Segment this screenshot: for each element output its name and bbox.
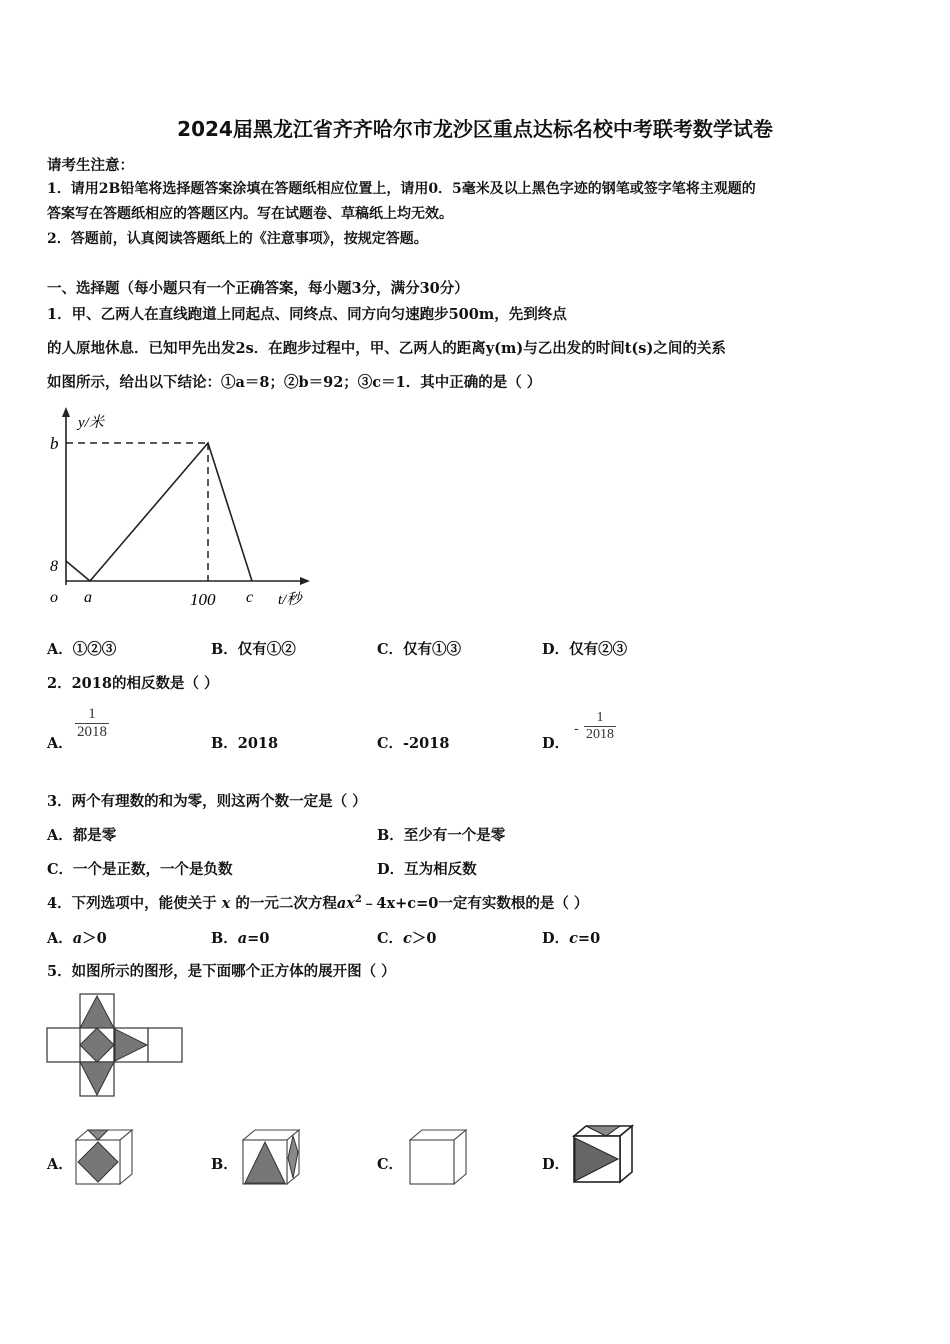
q5-cube-net — [45, 992, 190, 1100]
q2-option-d-numerator: 1 — [596, 710, 604, 725]
q4-stem-mid: 的一元二次方程 — [235, 895, 337, 912]
q4-option-c[interactable] — [377, 927, 436, 948]
section-heading: 一、选择题（每小题只有一个正确答案，每小题3分，满分30分） — [47, 280, 469, 297]
q3-option-a[interactable]: A．都是零 — [47, 827, 117, 844]
q1-option-c[interactable]: C．仅有①③ — [377, 641, 462, 658]
q4-option-a[interactable] — [47, 927, 107, 948]
q2-option-a-fraction — [75, 706, 109, 741]
x-axis-label: t/秒 — [278, 592, 302, 608]
q3-stem: 3．两个有理数的和为零，则这两个数一定是（ ） — [47, 793, 367, 810]
q4-option-b-label: B． — [211, 930, 238, 947]
q4-option-a-label: A． — [47, 930, 73, 947]
q4-option-c-label: C． — [377, 930, 404, 947]
label-c: c — [246, 589, 254, 606]
q2-option-b[interactable]: B．2018 — [211, 735, 279, 752]
q1-stem-line-3: 如图所示，给出以下结论：①a＝8；②b＝92；③c＝1．其中正确的是（ ） — [47, 374, 542, 391]
q1-stem-line-1: 1．甲、乙两人在直线跑道上同起点、同终点、同方向匀速跑步500m，先到终点 — [47, 306, 567, 323]
q1-option-b[interactable]: B．仅有①② — [211, 641, 296, 658]
q4-option-b-var: a — [237, 930, 248, 947]
label-8: 8 — [50, 558, 58, 575]
q4-option-d-var: c — [569, 930, 578, 947]
y-axis-arrow — [62, 407, 70, 417]
q4-option-d-rest: =0 — [577, 930, 601, 947]
y-axis-label: y/米 — [78, 415, 104, 431]
q4-eq-rest: ﹣4x+c=0 — [361, 895, 439, 912]
q4-option-c-rest: ＞0 — [411, 930, 437, 947]
label-100: 100 — [190, 590, 216, 609]
q5-option-b-label[interactable]: B． — [211, 1156, 238, 1173]
label-b: b — [50, 434, 59, 453]
q4-var-x: x — [221, 895, 231, 912]
cube-c-side — [454, 1130, 466, 1184]
label-o: o — [50, 589, 58, 606]
cube-c-front — [410, 1140, 454, 1184]
cube-a-side — [120, 1130, 132, 1184]
q4-option-a-var: a — [72, 930, 83, 947]
q4-option-b[interactable] — [211, 927, 269, 948]
q2-option-a-denominator: 2018 — [77, 724, 107, 740]
q2-option-d-fraction — [584, 710, 616, 743]
q4-stem-pre: 4．下列选项中，能使关于 — [47, 895, 217, 912]
q1-option-d[interactable]: D．仅有②③ — [542, 641, 628, 658]
q5-option-d-label[interactable]: D． — [542, 1156, 570, 1173]
q2-option-d-sign: - — [574, 721, 579, 737]
q4-option-c-var: c — [403, 930, 412, 947]
net-square-left — [47, 1028, 81, 1062]
q5-option-b-cube[interactable] — [240, 1128, 302, 1188]
q4-option-d[interactable] — [542, 927, 600, 948]
q4-option-d-label: D． — [542, 930, 570, 947]
q5-option-c-cube[interactable] — [407, 1128, 469, 1188]
q4-stem — [47, 892, 588, 913]
q4-stem-post: 一定有实数根的是（ ） — [438, 895, 589, 912]
notice-heading: 请考生注意： — [47, 157, 134, 174]
notice-line-2: 答案写在答题纸相应的答题区内。写在试题卷、草稿纸上均无效。 — [47, 206, 453, 222]
notice-line-1: 1．请用2B铅笔将选择题答案涂填在答题纸相应位置上，请用0．5毫米及以上黑色字迹的钢笔或签字笔将主观题的 — [47, 181, 756, 197]
distance-curve — [66, 443, 252, 581]
q4-option-b-rest: =0 — [247, 930, 270, 947]
q3-option-b[interactable]: B．至少有一个是零 — [377, 827, 506, 844]
q2-option-d-denominator: 2018 — [586, 727, 614, 742]
q2-option-c[interactable]: C．-2018 — [377, 735, 450, 752]
q1-stem-line-2: 的人原地休息．已知甲先出发2s．在跑步过程中，甲、乙两人的距离y(m)与乙出发的时间t(s)之间的关系 — [47, 340, 726, 357]
q2-stem: 2．2018的相反数是（ ） — [47, 675, 219, 692]
q5-option-a-cube[interactable] — [73, 1128, 135, 1188]
notice-line-3: 2．答题前，认真阅读答题纸上的《注意事项》，按规定答题。 — [47, 231, 428, 247]
q5-option-a-label[interactable]: A． — [47, 1156, 73, 1173]
q5-option-d-cube[interactable] — [571, 1124, 637, 1186]
q2-option-d-label[interactable]: D． — [542, 735, 570, 752]
page-title: 2024届黑龙江省齐齐哈尔市龙沙区重点达标名校中考联考数学试卷 — [177, 117, 773, 141]
q1-graph — [40, 405, 325, 615]
q2-option-a-numerator: 1 — [88, 706, 96, 722]
q5-stem: 5．如图所示的图形，是下面哪个正方体的展开图（ ） — [47, 963, 396, 980]
q4-eq-ax: ax — [336, 895, 355, 912]
q4-option-a-rest: ＞0 — [82, 930, 107, 947]
x-axis-arrow — [300, 577, 310, 585]
q4-eq-square: 2 — [354, 894, 362, 906]
q2-option-a-label[interactable]: A． — [47, 735, 73, 752]
q3-option-d[interactable]: D．互为相反数 — [377, 861, 477, 878]
q3-option-c[interactable]: C．一个是正数，一个是负数 — [47, 861, 233, 878]
q5-option-c-label[interactable]: C． — [377, 1156, 404, 1173]
q1-option-a[interactable]: A．①②③ — [47, 641, 117, 658]
label-a: a — [84, 589, 92, 606]
cube-d-side — [620, 1126, 632, 1182]
net-square-right2 — [148, 1028, 182, 1062]
